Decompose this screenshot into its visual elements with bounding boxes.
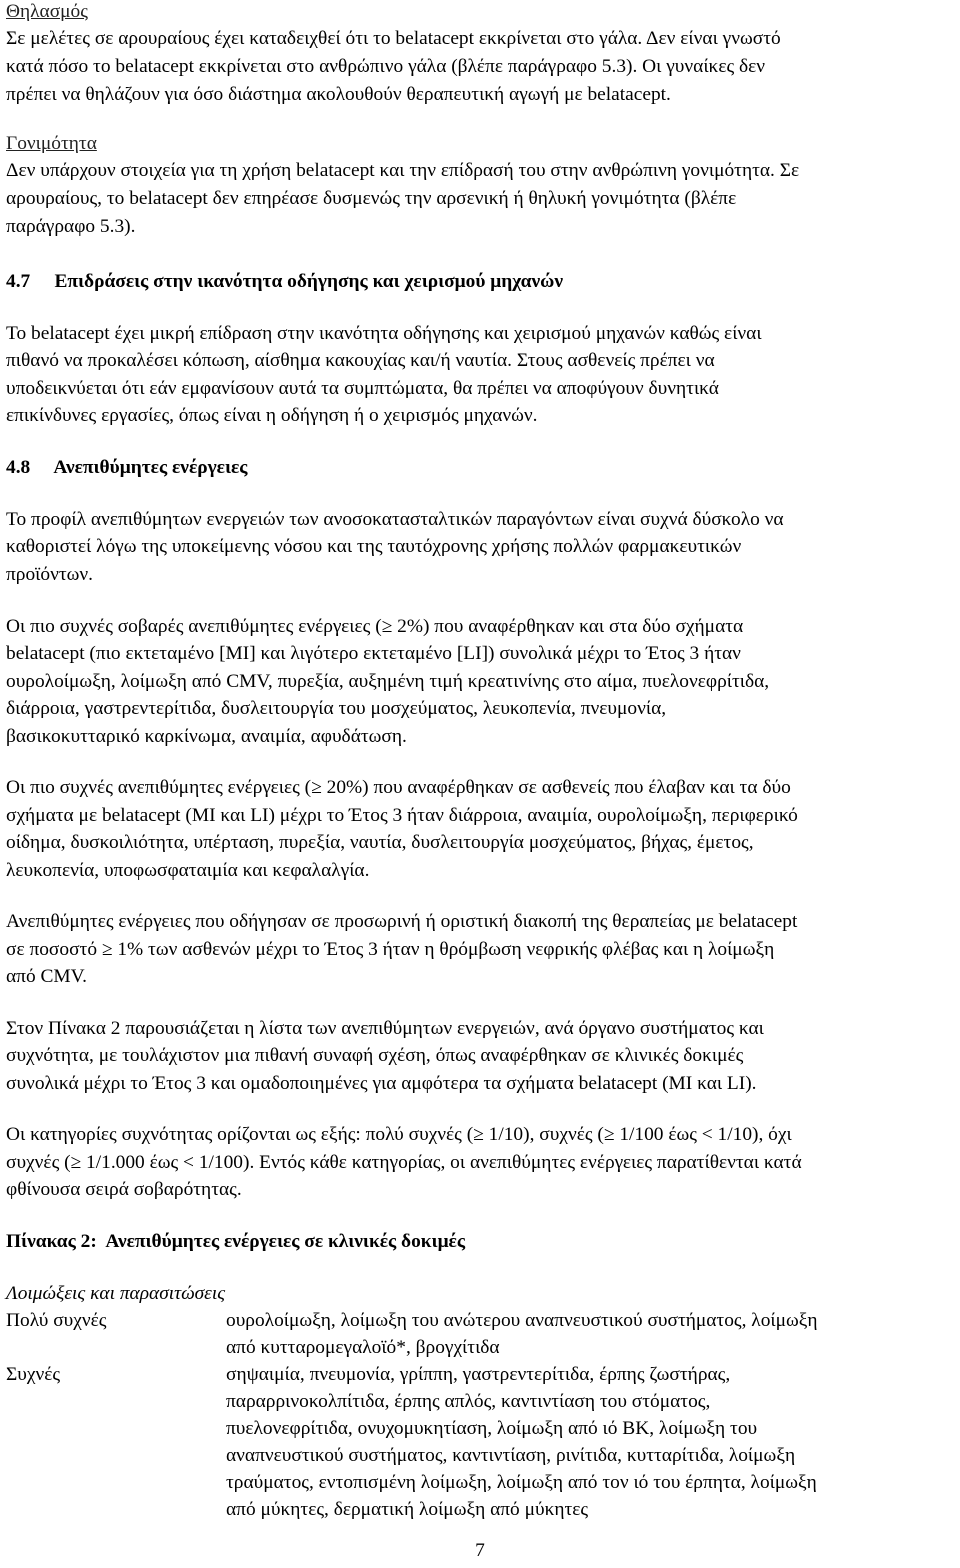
table-cell-line: ουρολοίμωξη, λοίμωξη του ανώτερου αναπνευστικού συστήματος, λοίμωξη bbox=[226, 1310, 818, 1331]
text-line: Σε μελέτες σε αρουραίους έχει καταδειχθεί ότι το belatacept εκκρίνεται στο γάλα. Δεν είναι γνωστό bbox=[6, 28, 781, 49]
text-line: φθίνουσα σειρά σοβαρότητας. bbox=[6, 1179, 242, 1200]
text-line: ουρολοίμωξη, λοίμωξη από CMV, πυρεξία, αυξημένη τιμή κρεατινίνης στο αίμα, πυελονεφρίτιδα, bbox=[6, 671, 770, 692]
text-line: από CMV. bbox=[6, 966, 88, 987]
text-line: υποδεικνύεται ότι εάν εμφανίσουν αυτά τα συμπτώματα, θα πρέπει να αποφύγουν δυνητικά bbox=[6, 378, 719, 399]
text-line: belatacept (πιο εκτεταμένο [MI] και λιγότερο εκτεταμένο [LI]) συνολικά μέχρι το Έτος 3 ήταν bbox=[6, 643, 741, 664]
frequency-label: Συχνές bbox=[6, 1364, 61, 1385]
text-line: κατά πόσο το belatacept εκκρίνεται στο ανθρώπινο γάλα (βλέπε παράγραφο 5.3). Οι γυναίκες δεν bbox=[6, 56, 766, 77]
text-line: οίδημα, δυσκοιλιότητα, υπέρταση, πυρεξία, ναυτία, δυσλειτουργία μοσχεύματος, βήχας, έμετος, bbox=[6, 832, 754, 853]
text-line: Οι πιο συχνές ανεπιθύμητες ενέργειες (≥ 20%) που αναφέρθηκαν σε ασθενείς που έλαβαν και τα δύο bbox=[6, 777, 791, 798]
text-line: λευκοπενία, υποφωσφαταιμία και κεφαλαλγία. bbox=[6, 860, 370, 881]
text-line: Ανεπιθύμητες ενέργειες που οδήγησαν σε προσωρινή ή οριστική διακοπή της θεραπείας με belatacept bbox=[6, 911, 798, 932]
text-line: παράγραφο 5.3). bbox=[6, 216, 136, 237]
text-line: σε ποσοστό ≥ 1% των ασθενών μέχρι το Έτος 3 ήταν η θρόμβωση νεφρικής φλέβας και η λοίμωξη bbox=[6, 939, 775, 960]
text-line: Δεν υπάρχουν στοιχεία για τη χρήση belatacept και την επίδρασή του στην ανθρώπινη γονιμότητα. Σε bbox=[6, 160, 800, 181]
table-cell-line: από κυτταρομεγαλοϊό*, βρογχίτιδα bbox=[226, 1337, 500, 1358]
table-cell-line: τραύματος, εντοπισμένη λοίμωξη, λοίμωξη από τον ιό του έρπητα, λοίμωξη bbox=[226, 1472, 817, 1493]
text-line: Το belatacept έχει μικρή επίδραση στην ικανότητα οδήγησης και χειρισμού μηχανών καθώς είναι bbox=[6, 323, 762, 344]
text-line: επικίνδυνες εργασίες, όπως είναι η οδήγηση ή ο χειρισμός μηχανών. bbox=[6, 405, 538, 426]
table-cell-line: σηψαιμία, πνευμονία, γρίππη, γαστρεντερίτιδα, έρπης ζωστήρας, bbox=[226, 1364, 731, 1385]
text-line: Οι κατηγορίες συχνότητας ορίζονται ως εξής: πολύ συχνές (≥ 1/10), συχνές (≥ 1/100 έως < 1/10), όχι bbox=[6, 1124, 792, 1145]
text-line: συχνότητα, με τουλάχιστον μια πιθανή συναφή σχέση, όπως αναφέρθηκαν σε κλινικές δοκιμές bbox=[6, 1045, 744, 1066]
text-line: συχνές (≥ 1/1.000 έως < 1/100). Εντός κάθε κατηγορίας, οι ανεπιθύμητες ενέργειες παρατίθενται κατά bbox=[6, 1152, 802, 1173]
table-cell-line: αναπνευστικού συστήματος, καντιντίαση, ρινίτιδα, κυτταρίτιδα, λοίμωξη bbox=[226, 1445, 796, 1466]
text-line: Στον Πίνακα 2 παρουσιάζεται η λίστα των ανεπιθύμητων ενεργειών, ανά όργανο συστήματος και bbox=[6, 1018, 764, 1039]
text-line: συνολικά μέχρι το Έτος 3 και ομαδοποιημένες για αμφότερα τα σχήματα belatacept (MI και LI). bbox=[6, 1073, 757, 1094]
page-number: 7 bbox=[475, 1540, 485, 1561]
text-line: σχήματα με belatacept (MI και LI) μέχρι το Έτος 3 ήταν διάρροια, αναιμία, ουρολοίμωξη, περιφερικό bbox=[6, 805, 798, 826]
text-line: καθοριστεί λόγω της υποκείμενης νόσου και της ταυτόχρονης χρήσης πολλών φαρμακευτικών bbox=[6, 536, 742, 557]
text-line: πιθανό να προκαλέσει κόπωση, αίσθημα κακουχίας και/ή ναυτία. Στους ασθενείς πρέπει να bbox=[6, 350, 715, 371]
heading-section-4-7: 4.7 Επιδράσεις στην ικανότητα οδήγησης και χειρισμού μηχανών bbox=[6, 271, 563, 292]
heading-lactation: Θηλασμός bbox=[6, 1, 88, 22]
text-line: διάρροια, γαστρεντερίτιδα, δυσλειτουργία του μοσχεύματος, λευκοπενία, πνευμονία, bbox=[6, 698, 667, 719]
table-cell-line: από μύκητες, δερματική λοίμωξη από μύκητες bbox=[226, 1499, 589, 1520]
table-cell-line: παραρρινοκολπίτιδα, έρπης απλός, καντιντίαση του στόματος, bbox=[226, 1391, 711, 1412]
text-line: βασικοκυτταρικό καρκίνωμα, αναιμία, αφυδάτωση. bbox=[6, 726, 407, 747]
heading-fertility: Γονιμότητα bbox=[6, 133, 97, 154]
text-line: Το προφίλ ανεπιθύμητων ενεργειών των ανοσοκατασταλτικών παραγόντων είναι συχνά δύσκολο να bbox=[6, 509, 784, 530]
text-line: αρουραίους, το belatacept δεν επηρέασε δυσμενώς την αρσενική ή θηλυκή γονιμότητα (βλέπε bbox=[6, 188, 737, 209]
frequency-label: Πολύ συχνές bbox=[6, 1310, 107, 1331]
text-line: πρέπει να θηλάζουν για όσο διάστημα ακολουθούν θεραπευτική αγωγή με belatacept. bbox=[6, 84, 671, 105]
text-line: Οι πιο συχνές σοβαρές ανεπιθύμητες ενέργειες (≥ 2%) που αναφέρθηκαν και στα δύο σχήματα bbox=[6, 616, 744, 637]
text-line: προϊόντων. bbox=[6, 564, 94, 585]
table-title: Πίνακας 2: Ανεπιθύμητες ενέργειες σε κλινικές δοκιμές bbox=[6, 1231, 466, 1252]
table-cell-line: πυελονεφρίτιδα, ονυχομυκητίαση, λοίμωξη από ιό BK, λοίμωξη του bbox=[226, 1418, 758, 1439]
heading-section-4-8: 4.8 Ανεπιθύμητες ενέργειες bbox=[6, 457, 248, 478]
table-category: Λοιμώξεις και παρασιτώσεις bbox=[6, 1283, 226, 1304]
